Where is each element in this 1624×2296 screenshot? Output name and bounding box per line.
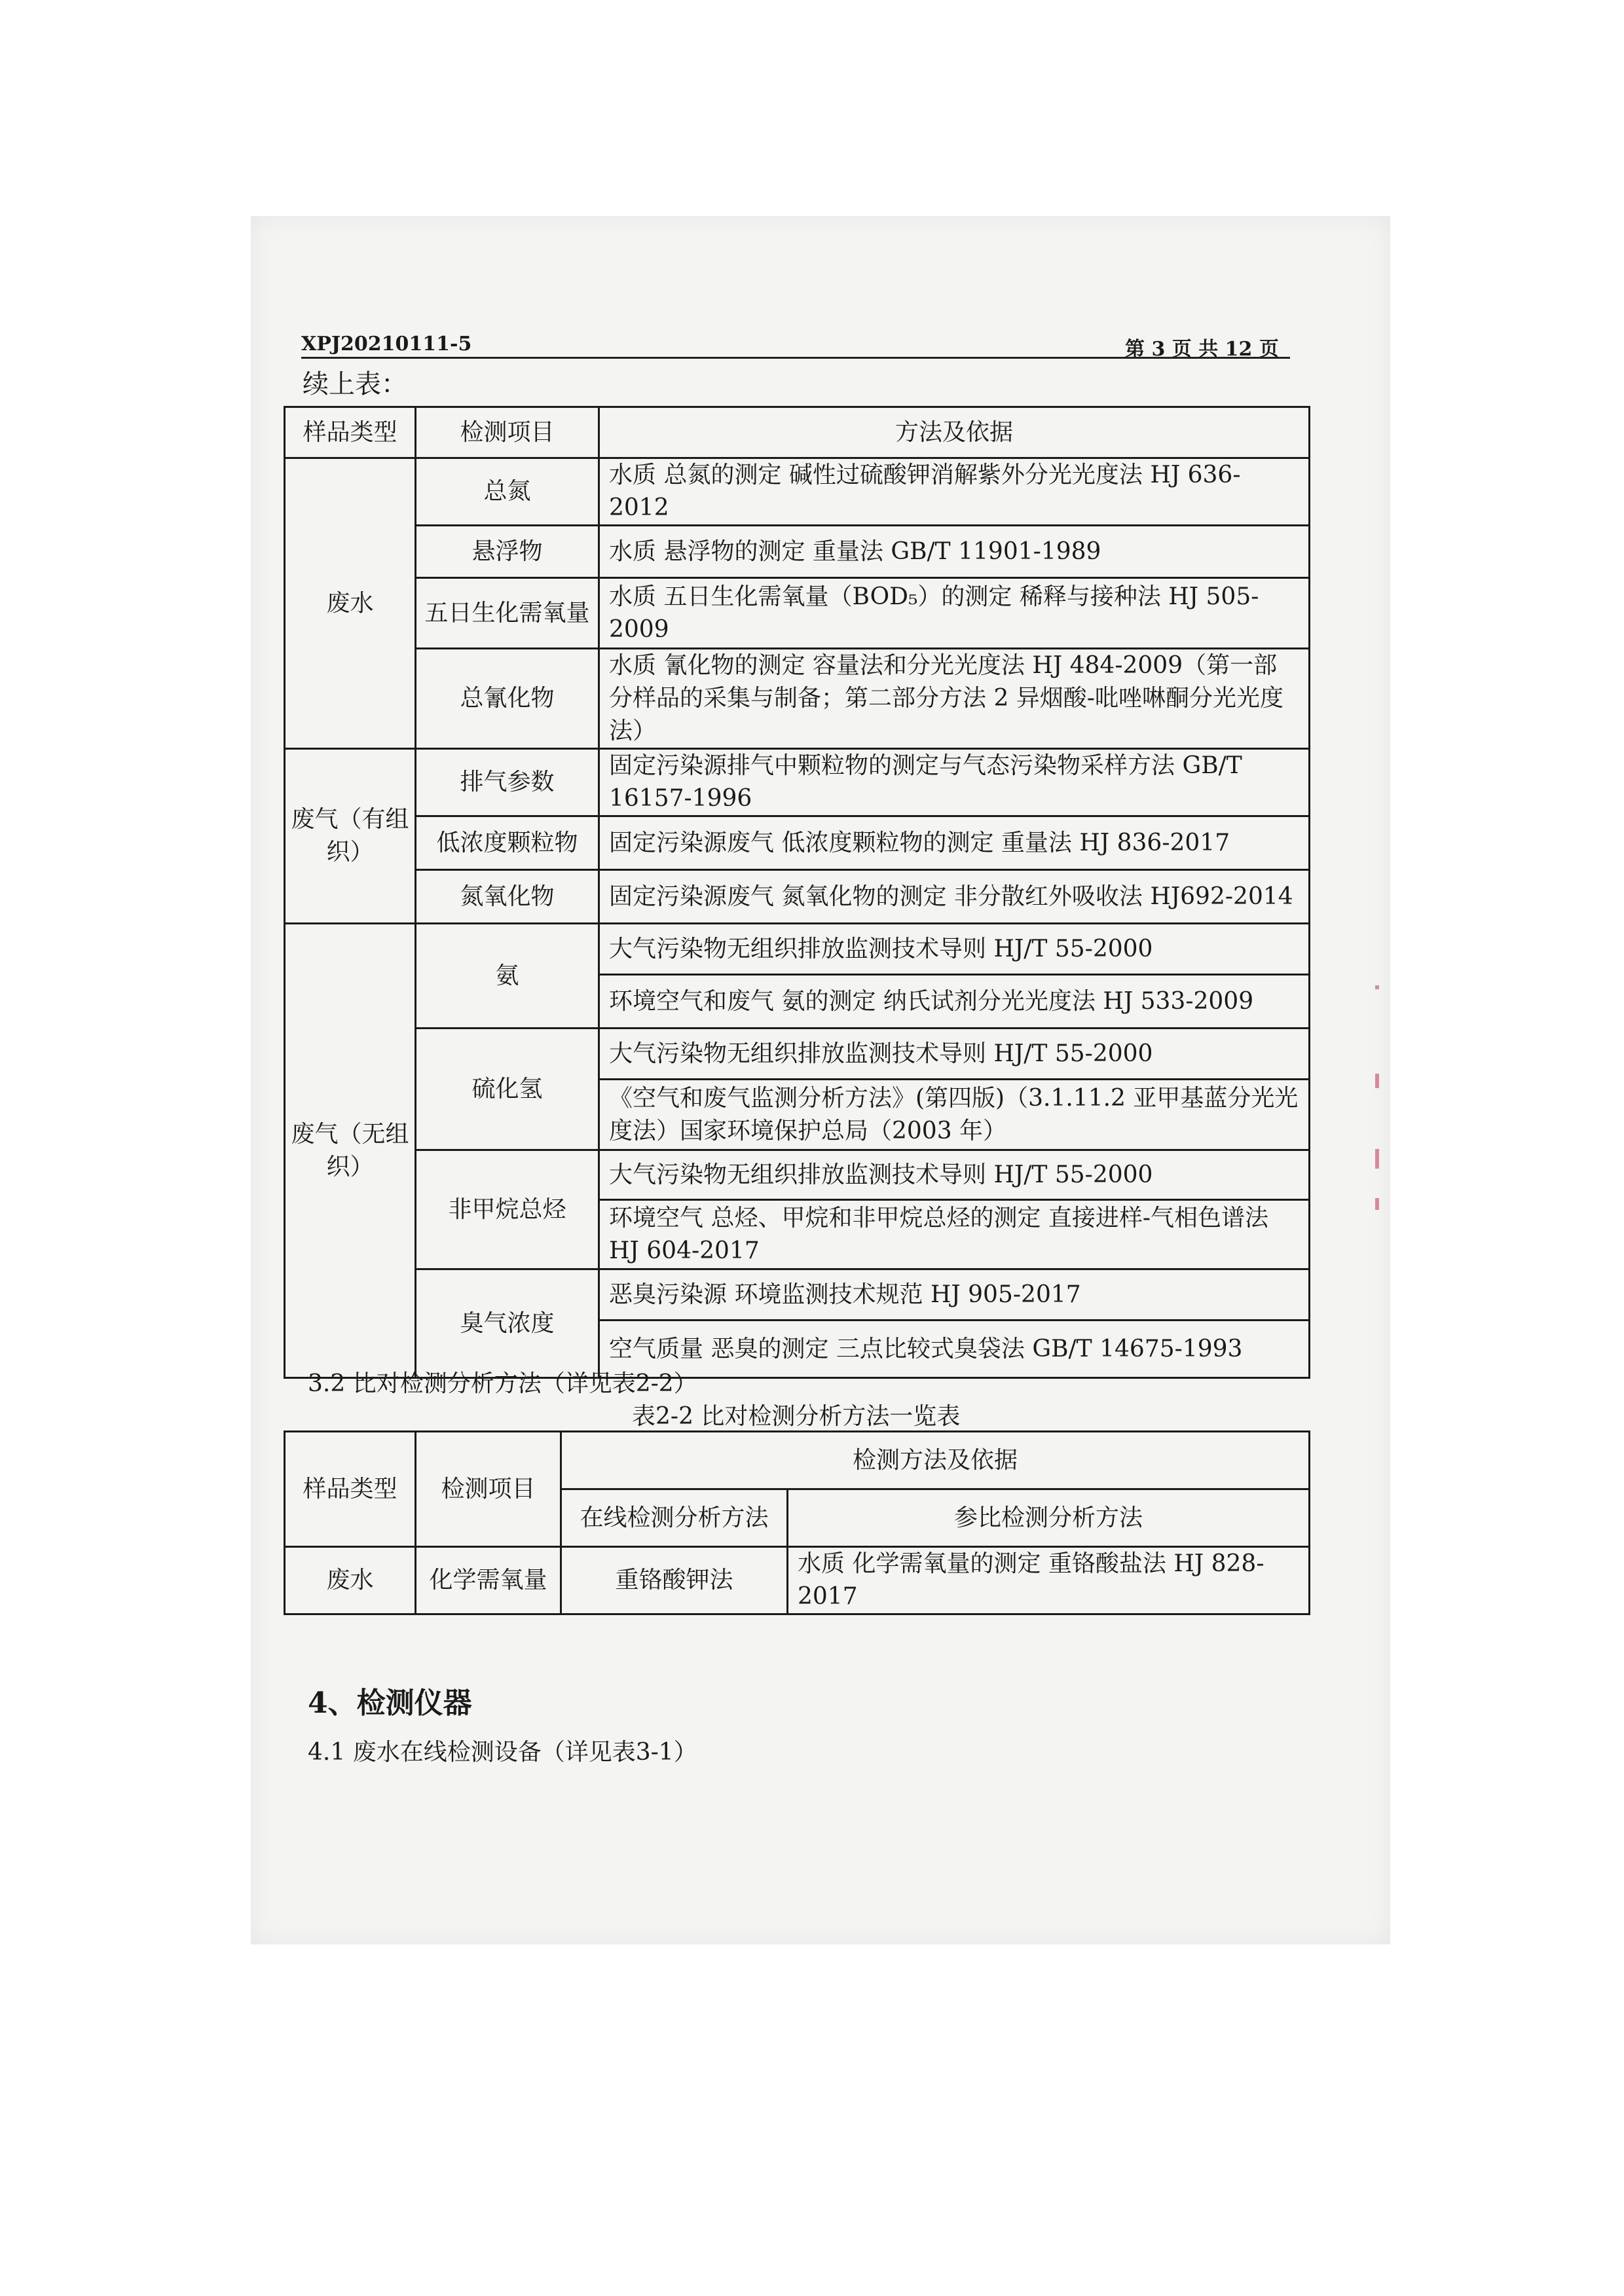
table-row bbox=[285, 749, 1310, 816]
reference-method-cell: 水质 化学需氧量的测定 重铬酸盐法 HJ 828-2017 bbox=[788, 1547, 1310, 1614]
table-row bbox=[285, 816, 1310, 870]
method-cell: 环境空气和废气 氨的测定 纳氏试剂分光光度法 HJ 533-2009 bbox=[599, 975, 1310, 1029]
table-row bbox=[285, 526, 1310, 578]
table-header-row bbox=[285, 1432, 1310, 1489]
item-cell: 非甲烷总烃 bbox=[416, 1150, 599, 1269]
group-organized-gas: 废气（有组织） bbox=[285, 749, 416, 924]
method-cell: 水质 悬浮物的测定 重量法 GB/T 11901-1989 bbox=[599, 526, 1310, 578]
comparison-table bbox=[284, 1430, 1310, 1615]
table-row bbox=[285, 924, 1310, 975]
item-cell: 化学需氧量 bbox=[416, 1547, 561, 1614]
table-row bbox=[285, 870, 1310, 924]
section-4-1-heading: 4.1 废水在线检测设备（详见表3-1） bbox=[308, 1739, 697, 1766]
header-methods: 检测方法及依据 bbox=[561, 1432, 1310, 1489]
item-cell: 五日生化需氧量 bbox=[416, 578, 599, 649]
method-cell: 水质 总氮的测定 碱性过硫酸钾消解紫外分光光度法 HJ 636-2012 bbox=[599, 458, 1310, 526]
table-row bbox=[285, 1029, 1310, 1080]
method-cell: 水质 氰化物的测定 容量法和分光光度法 HJ 484-2009（第一部分样品的采集与制备；第二部分方法 2 异烟酸-吡唑啉酮分光光度法） bbox=[599, 649, 1310, 749]
sample-type-cell: 废水 bbox=[285, 1547, 416, 1614]
page-info: 第 3 页 共 12 页 bbox=[1125, 338, 1279, 361]
edge-mark bbox=[1375, 985, 1379, 989]
continued-label: 续上表： bbox=[303, 369, 407, 399]
table-row bbox=[285, 578, 1310, 649]
item-cell: 排气参数 bbox=[416, 749, 599, 816]
method-cell: 环境空气 总烃、甲烷和非甲烷总烃的测定 直接进样-气相色谱法 HJ 604-2017 bbox=[599, 1200, 1310, 1269]
table-row bbox=[285, 649, 1310, 749]
table-header-row bbox=[285, 407, 1310, 458]
header-sample-type: 样品类型 bbox=[285, 1432, 416, 1547]
table-row bbox=[285, 1269, 1310, 1321]
method-cell: 空气质量 恶臭的测定 三点比较式臭袋法 GB/T 14675-1993 bbox=[599, 1321, 1310, 1378]
item-cell: 低浓度颗粒物 bbox=[416, 816, 599, 870]
table-row bbox=[285, 1547, 1310, 1614]
header-reference-method: 参比检测分析方法 bbox=[788, 1489, 1310, 1547]
header-rule bbox=[301, 357, 1290, 359]
edge-mark bbox=[1375, 1198, 1379, 1210]
header-sample-type: 样品类型 bbox=[285, 407, 416, 458]
item-cell: 臭气浓度 bbox=[416, 1269, 599, 1378]
header-item: 检测项目 bbox=[416, 1432, 561, 1547]
header-online-method: 在线检测分析方法 bbox=[561, 1489, 788, 1547]
item-cell: 氮氧化物 bbox=[416, 870, 599, 924]
edge-mark bbox=[1375, 1074, 1379, 1088]
group-unorganized-gas: 废气（无组织） bbox=[285, 924, 416, 1378]
section-4-heading: 4、检测仪器 bbox=[308, 1686, 472, 1720]
item-cell: 总氮 bbox=[416, 458, 599, 526]
header-method: 方法及依据 bbox=[599, 407, 1310, 458]
methods-table bbox=[284, 406, 1310, 1379]
method-cell: 固定污染源废气 低浓度颗粒物的测定 重量法 HJ 836-2017 bbox=[599, 816, 1310, 870]
method-cell: 大气污染物无组织排放监测技术导则 HJ/T 55-2000 bbox=[599, 924, 1310, 975]
method-cell: 大气污染物无组织排放监测技术导则 HJ/T 55-2000 bbox=[599, 1029, 1310, 1080]
section-3-2-heading: 3.2 比对检测分析方法（详见表2-2） bbox=[308, 1370, 697, 1397]
header-item: 检测项目 bbox=[416, 407, 599, 458]
method-cell: 大气污染物无组织排放监测技术导则 HJ/T 55-2000 bbox=[599, 1150, 1310, 1200]
group-wastewater: 废水 bbox=[285, 458, 416, 749]
method-cell: 恶臭污染源 环境监测技术规范 HJ 905-2017 bbox=[599, 1269, 1310, 1321]
item-cell: 氨 bbox=[416, 924, 599, 1029]
online-method-cell: 重铬酸钾法 bbox=[561, 1547, 788, 1614]
table-row bbox=[285, 458, 1310, 526]
item-cell: 总氰化物 bbox=[416, 649, 599, 749]
method-cell: 《空气和废气监测分析方法》(第四版)（3.1.11.2 亚甲基蓝分光光度法）国家环境保护总局（2003 年） bbox=[599, 1080, 1310, 1150]
item-cell: 硫化氢 bbox=[416, 1029, 599, 1150]
edge-mark bbox=[1375, 1149, 1379, 1169]
document-number: XPJ20210111-5 bbox=[301, 333, 472, 355]
method-cell: 固定污染源废气 氮氧化物的测定 非分散红外吸收法 HJ692-2014 bbox=[599, 870, 1310, 924]
table-row bbox=[285, 1150, 1310, 1200]
table-2-2-caption: 表2-2 比对检测分析方法一览表 bbox=[632, 1403, 961, 1430]
method-cell: 固定污染源排气中颗粒物的测定与气态污染物采样方法 GB/T 16157-1996 bbox=[599, 749, 1310, 816]
item-cell: 悬浮物 bbox=[416, 526, 599, 578]
method-cell: 水质 五日生化需氧量（BOD₅）的测定 稀释与接种法 HJ 505-2009 bbox=[599, 578, 1310, 649]
